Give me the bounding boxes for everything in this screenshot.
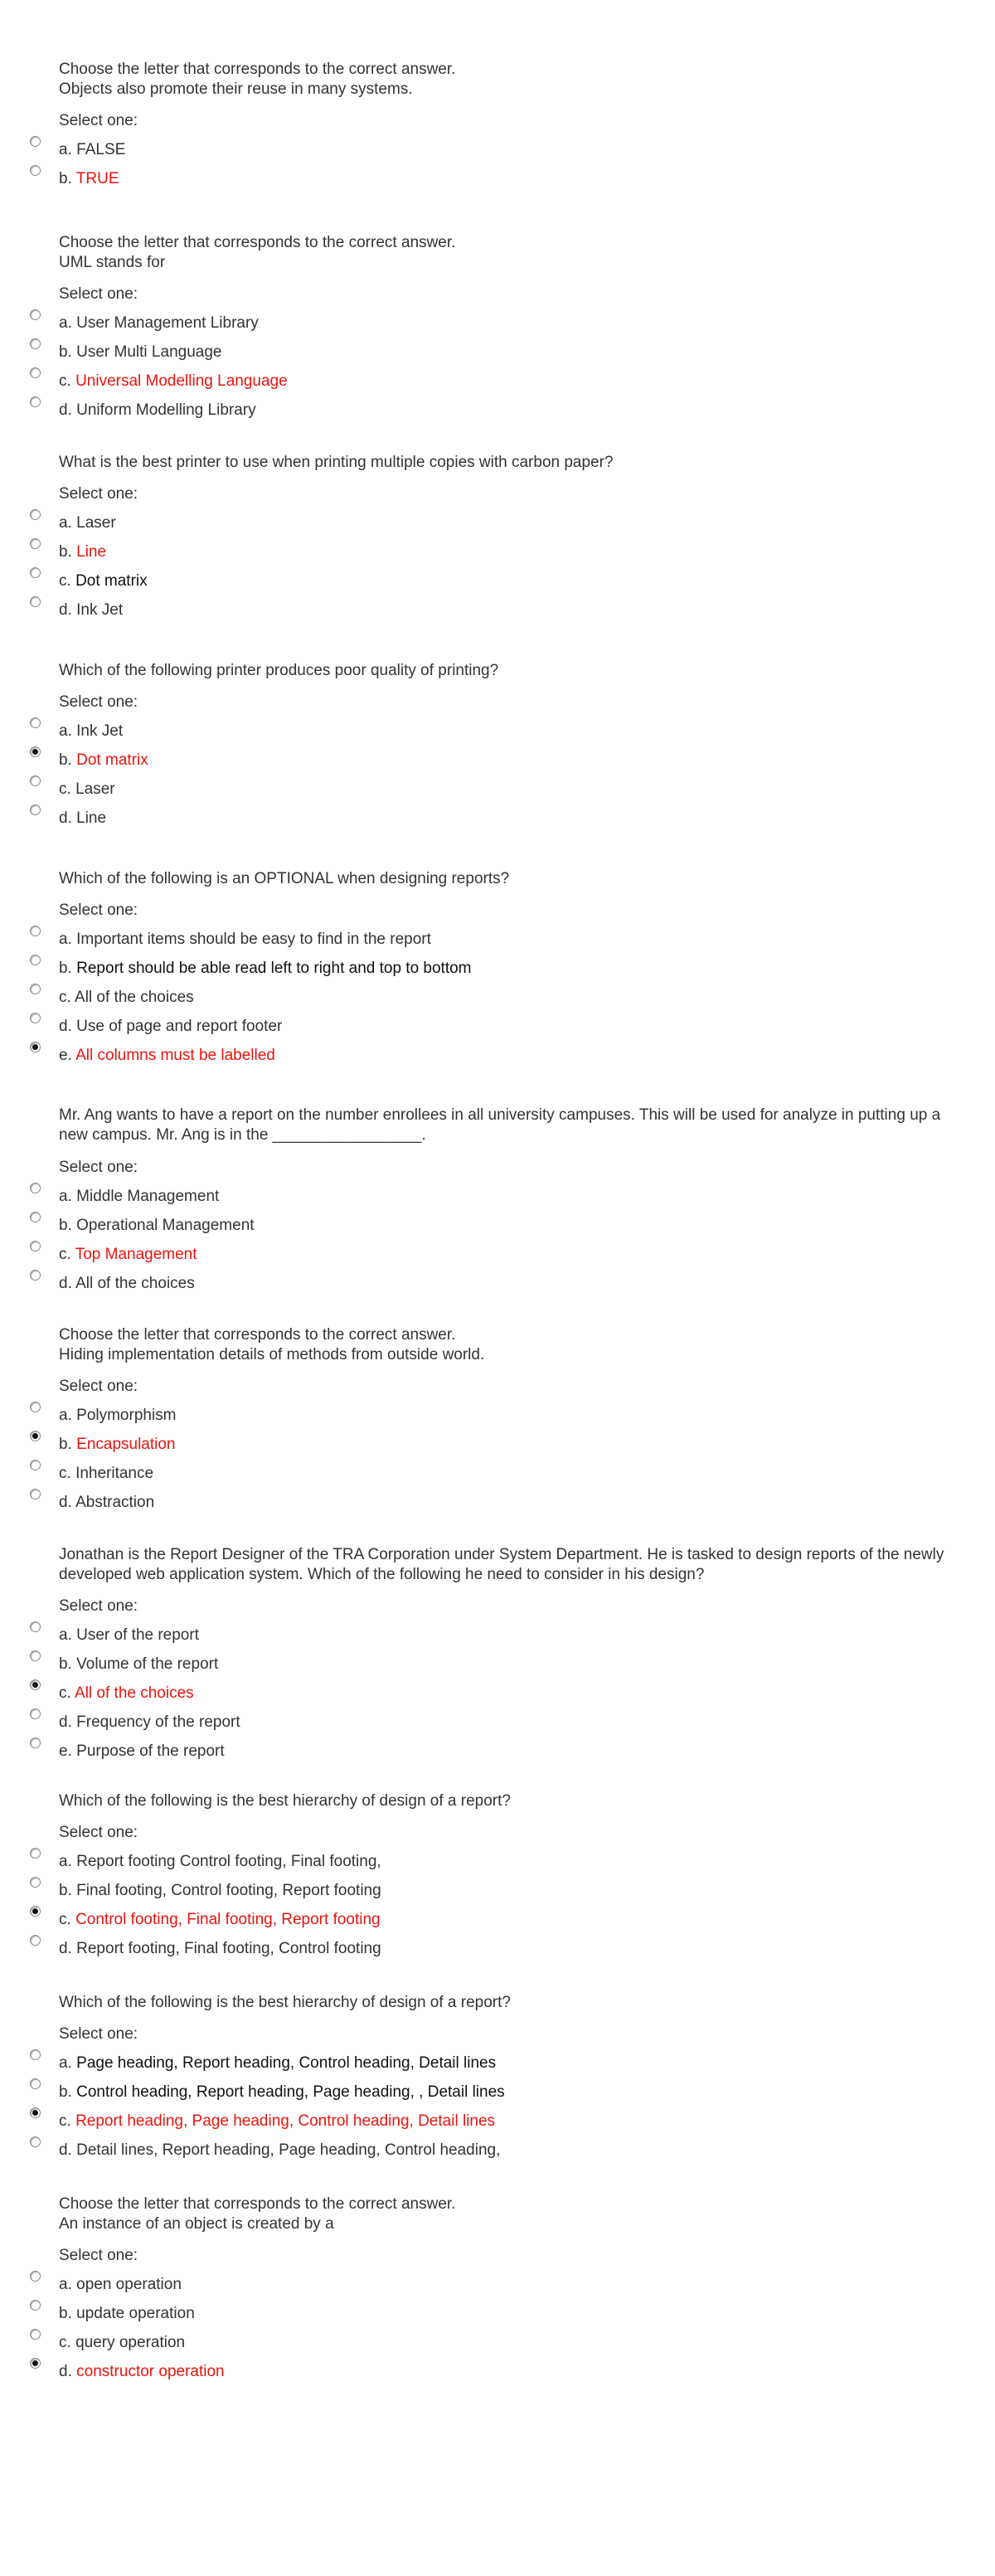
option-text: query operation xyxy=(75,2334,186,2351)
answer-option[interactable] xyxy=(0,717,995,741)
option-letter: b. xyxy=(59,751,72,769)
question-text: Choose the letter that corresponds to the correct answer. UML stands for xyxy=(59,234,456,271)
answer-option[interactable] xyxy=(0,1211,995,1236)
option-text-correct: All of the choices xyxy=(75,1684,194,1702)
option-text-correct: Line xyxy=(76,543,107,561)
question-text: Choose the letter that corresponds to the correct answer. Hiding implementation details of methods from outside world. xyxy=(59,1326,485,1363)
option-letter: d. xyxy=(59,1713,72,1731)
option-label xyxy=(59,1684,194,1704)
option-label xyxy=(59,571,148,591)
answer-option[interactable] xyxy=(0,804,995,829)
option-letter: a. xyxy=(59,1188,72,1205)
option-letter: c. xyxy=(59,1246,71,1263)
radio-button[interactable] xyxy=(30,1877,41,1888)
option-text: User Multi Language xyxy=(76,343,222,361)
option-label xyxy=(59,959,472,979)
radio-button[interactable] xyxy=(30,926,41,936)
select-one-label: Select one: xyxy=(59,1159,138,1176)
radio-button[interactable] xyxy=(30,396,41,407)
answer-option[interactable] xyxy=(0,1737,995,1762)
radio-button[interactable] xyxy=(30,955,41,965)
option-label xyxy=(59,2275,182,2295)
answer-option[interactable] xyxy=(0,983,995,1008)
option-text: Ink Jet xyxy=(76,601,124,619)
option-label xyxy=(59,809,106,829)
radio-button[interactable] xyxy=(30,567,41,578)
select-one-label: Select one: xyxy=(59,902,138,919)
option-label xyxy=(59,313,259,333)
option-text: Uniform Modelling Library xyxy=(76,401,256,419)
option-letter: e. xyxy=(59,1742,72,1760)
radio-button[interactable] xyxy=(30,1270,41,1281)
select-one-label: Select one: xyxy=(59,2247,138,2264)
option-label xyxy=(59,401,256,420)
answer-option[interactable] xyxy=(0,2107,995,2131)
option-letter: d. xyxy=(59,809,72,827)
option-letter: a. xyxy=(59,722,72,740)
option-label xyxy=(59,2333,185,2353)
option-label xyxy=(59,1910,381,1930)
option-letter: d. xyxy=(59,1494,72,1511)
option-label xyxy=(59,2304,195,2324)
option-text: All of the choices xyxy=(75,1275,195,1292)
option-label xyxy=(59,1187,219,1207)
answer-option[interactable] xyxy=(0,1876,995,1901)
radio-button[interactable] xyxy=(30,1650,41,1661)
option-letter: d. xyxy=(59,1275,72,1292)
option-text: Ink Jet xyxy=(76,722,124,740)
option-text: Inheritance xyxy=(75,1465,154,1482)
select-one-label: Select one: xyxy=(59,485,138,503)
option-letter: d. xyxy=(59,1018,72,1035)
question-text: Choose the letter that corresponds to the correct answer. Objects also promote their reuse in many systems. xyxy=(59,61,456,98)
answer-option[interactable] xyxy=(0,1012,995,1037)
option-label xyxy=(59,1435,176,1455)
answer-option[interactable] xyxy=(0,1488,995,1513)
radio-button[interactable] xyxy=(30,1460,41,1470)
option-letter: a. xyxy=(59,514,72,532)
radio-button[interactable] xyxy=(30,2329,41,2340)
option-label xyxy=(59,2083,505,2102)
option-label xyxy=(59,780,115,800)
option-label xyxy=(59,169,119,189)
answer-option[interactable] xyxy=(0,164,995,189)
option-text-correct: All columns must be labelled xyxy=(75,1047,275,1064)
radio-button[interactable] xyxy=(30,2136,41,2147)
answer-option[interactable] xyxy=(0,1041,995,1066)
answer-option[interactable] xyxy=(0,746,995,770)
answer-option[interactable] xyxy=(0,2299,995,2324)
option-text: All of the choices xyxy=(75,989,194,1006)
option-text-correct: constructor operation xyxy=(76,2363,225,2380)
answer-option[interactable] xyxy=(0,135,995,160)
option-letter: b. xyxy=(59,1655,72,1673)
option-label xyxy=(59,988,194,1008)
option-letter: b. xyxy=(59,960,72,977)
option-label xyxy=(59,722,123,741)
option-text: Laser xyxy=(76,514,116,532)
option-text: open operation xyxy=(76,2276,182,2293)
radio-button[interactable] xyxy=(30,1848,41,1859)
answer-option[interactable] xyxy=(0,537,995,562)
radio-button-selected[interactable] xyxy=(30,1906,41,1917)
answer-option[interactable] xyxy=(0,1934,995,1959)
answer-option[interactable] xyxy=(0,309,995,333)
radio-button-selected[interactable] xyxy=(30,1431,41,1441)
answer-option[interactable] xyxy=(0,367,995,391)
option-text: Detail lines, Report heading, Page heading, Control heading, xyxy=(76,2141,501,2159)
answer-option[interactable] xyxy=(0,925,995,950)
option-letter: a. xyxy=(59,1626,72,1644)
radio-button[interactable] xyxy=(30,775,41,786)
option-label xyxy=(59,1742,225,1762)
question-text: What is the best printer to use when printing multiple copies with carbon paper? xyxy=(59,454,614,471)
answer-option[interactable] xyxy=(0,2078,995,2102)
option-letter: a. xyxy=(59,314,72,332)
option-label xyxy=(59,1493,154,1513)
answer-option[interactable] xyxy=(0,1182,995,1207)
option-label xyxy=(59,600,123,620)
answer-option[interactable] xyxy=(0,2049,995,2073)
question-text: Which of the following is an OPTIONAL when designing reports? xyxy=(59,870,510,887)
question-text: Which of the following is the best hierarchy of design of a report? xyxy=(59,1994,511,2011)
select-one-label: Select one: xyxy=(59,2025,138,2043)
answer-option[interactable] xyxy=(0,595,995,620)
option-letter: a. xyxy=(59,141,72,158)
option-text-correct: Report heading, Page heading, Control heading, Detail lines xyxy=(75,2112,496,2130)
radio-button[interactable] xyxy=(30,1212,41,1222)
option-label xyxy=(59,1881,381,1901)
question-text: Which of the following printer produces poor quality of printing? xyxy=(59,662,499,679)
radio-button[interactable] xyxy=(30,1241,41,1252)
option-label xyxy=(59,140,125,160)
option-label xyxy=(59,1852,381,1872)
radio-button[interactable] xyxy=(30,2078,41,2089)
radio-button[interactable] xyxy=(30,804,41,815)
option-text: Final footing, Control footing, Report footing xyxy=(76,1882,381,1899)
option-label xyxy=(59,930,431,950)
answer-option[interactable] xyxy=(0,1459,995,1484)
option-text: Middle Management xyxy=(76,1188,220,1205)
select-one-label: Select one: xyxy=(59,693,138,711)
option-text: Abstraction xyxy=(75,1494,155,1511)
option-text: Use of page and report footer xyxy=(76,1018,283,1035)
question-text: Choose the letter that corresponds to the correct answer. An instance of an object is created by a xyxy=(59,2195,456,2233)
option-letter: b. xyxy=(59,1882,72,1899)
option-text: Volume of the report xyxy=(76,1655,219,1673)
answer-option[interactable] xyxy=(0,1269,995,1294)
answer-option[interactable] xyxy=(0,2328,995,2353)
option-text: Operational Management xyxy=(76,1217,255,1234)
question-text: Which of the following is the best hierarchy of design of a report? xyxy=(59,1792,511,1810)
radio-button[interactable] xyxy=(30,1489,41,1499)
radio-button[interactable] xyxy=(30,136,41,147)
option-text: Important items should be easy to find in the report xyxy=(76,931,431,948)
radio-button[interactable] xyxy=(30,1183,41,1193)
option-label xyxy=(59,1655,218,1674)
answer-option[interactable] xyxy=(0,1430,995,1455)
option-letter: b. xyxy=(59,170,72,187)
option-letter: c. xyxy=(59,1911,71,1928)
answer-option[interactable] xyxy=(0,1650,995,1674)
option-letter: d. xyxy=(59,1940,72,1957)
option-letter: e. xyxy=(59,1047,72,1064)
option-label xyxy=(59,1245,197,1265)
radio-button[interactable] xyxy=(30,717,41,728)
radio-button[interactable] xyxy=(30,1935,41,1946)
radio-button[interactable] xyxy=(30,2049,41,2060)
option-letter: b. xyxy=(59,343,72,361)
radio-button[interactable] xyxy=(30,1708,41,1719)
option-label xyxy=(59,1713,240,1733)
option-letter: c. xyxy=(59,372,71,390)
option-label xyxy=(59,1626,199,1645)
radio-button[interactable] xyxy=(30,367,41,378)
option-label xyxy=(59,2362,225,2382)
option-letter: b. xyxy=(59,2083,72,2101)
option-label xyxy=(59,542,106,562)
answer-option[interactable] xyxy=(0,1240,995,1265)
radio-button[interactable] xyxy=(30,596,41,607)
option-label xyxy=(59,1046,275,1066)
option-text: Laser xyxy=(75,780,115,798)
answer-option[interactable] xyxy=(0,775,995,800)
option-letter: a. xyxy=(59,2054,72,2072)
option-letter: d. xyxy=(59,601,72,619)
answer-option[interactable] xyxy=(0,396,995,420)
radio-button[interactable] xyxy=(30,984,41,994)
option-letter: a. xyxy=(59,2276,72,2293)
option-text: Polymorphism xyxy=(76,1407,177,1424)
option-letter: b. xyxy=(59,1217,72,1234)
radio-button[interactable] xyxy=(30,1402,41,1412)
option-letter: b. xyxy=(59,543,72,561)
question-text: Mr. Ang wants to have a report on the number enrollees in all university campuses. This will be used for analyze in putting up a new campus. Mr. Ang is in the _________________. xyxy=(59,1106,941,1144)
answer-option[interactable] xyxy=(0,1401,995,1426)
select-one-label: Select one: xyxy=(59,1597,138,1615)
answer-option[interactable] xyxy=(0,1679,995,1704)
option-letter: c. xyxy=(59,780,71,798)
option-label xyxy=(59,2112,495,2131)
option-label xyxy=(59,1939,381,1959)
answer-option[interactable] xyxy=(0,566,995,591)
answer-option[interactable] xyxy=(0,1621,995,1645)
option-text: Report should be able read left to right and top to bottom xyxy=(76,960,472,977)
option-text-correct: TRUE xyxy=(75,170,119,187)
answer-option[interactable] xyxy=(0,1708,995,1733)
option-label xyxy=(59,2141,500,2160)
radio-button[interactable] xyxy=(30,338,41,349)
option-label xyxy=(59,1017,282,1037)
select-one-label: Select one: xyxy=(59,285,138,303)
option-letter: b. xyxy=(59,2305,72,2322)
option-text: Control heading, Report heading, Page heading, , Detail lines xyxy=(76,2083,505,2101)
option-text-correct: Encapsulation xyxy=(76,1436,176,1453)
option-text: User of the report xyxy=(76,1626,199,1644)
radio-button-selected[interactable] xyxy=(30,2358,41,2369)
option-text: Report footing Control footing, Final footing, xyxy=(76,1853,381,1870)
option-label xyxy=(59,1216,255,1236)
option-letter: c. xyxy=(59,572,71,590)
option-label xyxy=(59,1274,195,1294)
option-letter: c. xyxy=(59,1684,71,1702)
option-label xyxy=(59,751,148,770)
option-letter: c. xyxy=(59,2334,71,2351)
radio-button-selected[interactable] xyxy=(30,746,41,757)
option-letter: b. xyxy=(59,1436,72,1453)
option-text: Frequency of the report xyxy=(76,1713,240,1731)
radio-button-selected[interactable] xyxy=(30,1042,41,1052)
option-label xyxy=(59,513,116,533)
radio-button[interactable] xyxy=(30,538,41,549)
radio-button[interactable] xyxy=(30,2300,41,2311)
option-text-correct: Top Management xyxy=(75,1246,197,1263)
option-text: Report footing, Final footing, Control footing xyxy=(76,1940,381,1957)
answer-option[interactable] xyxy=(0,2136,995,2160)
option-letter: a. xyxy=(59,1407,72,1424)
option-text: FALSE xyxy=(76,141,126,158)
option-label xyxy=(59,343,221,362)
answer-option[interactable] xyxy=(0,508,995,533)
option-letter: a. xyxy=(59,931,72,948)
radio-button[interactable] xyxy=(30,509,41,520)
option-text: Purpose of the report xyxy=(76,1742,225,1760)
select-one-label: Select one: xyxy=(59,1824,138,1841)
select-one-label: Select one: xyxy=(59,112,138,129)
option-label xyxy=(59,2054,496,2073)
option-letter: d. xyxy=(59,2141,72,2159)
option-letter: c. xyxy=(59,1465,71,1482)
option-text-correct: Control footing, Final footing, Report footing xyxy=(75,1911,381,1928)
option-text: Dot matrix xyxy=(75,572,148,590)
option-letter: d. xyxy=(59,401,72,419)
option-letter: c. xyxy=(59,2112,71,2130)
radio-button-selected[interactable] xyxy=(30,2107,41,2118)
option-letter: a. xyxy=(59,1853,72,1870)
radio-button[interactable] xyxy=(30,2271,41,2282)
answer-option[interactable] xyxy=(0,1905,995,1930)
option-label xyxy=(59,372,288,391)
radio-button[interactable] xyxy=(30,309,41,320)
option-text: Page heading, Report heading, Control heading, Detail lines xyxy=(76,2054,497,2072)
radio-button-selected[interactable] xyxy=(30,1679,41,1690)
option-label xyxy=(59,1464,153,1484)
radio-button[interactable] xyxy=(30,1621,41,1632)
option-text-correct: Universal Modelling Language xyxy=(75,372,288,390)
option-label xyxy=(59,1406,177,1426)
radio-button[interactable] xyxy=(30,1013,41,1023)
radio-button[interactable] xyxy=(30,1738,41,1748)
radio-button[interactable] xyxy=(30,165,41,176)
answer-option[interactable] xyxy=(0,2270,995,2295)
answer-option[interactable] xyxy=(0,954,995,979)
option-letter: d. xyxy=(59,2363,72,2380)
option-text: Line xyxy=(76,809,107,827)
option-letter: c. xyxy=(59,989,71,1006)
option-text: update operation xyxy=(76,2305,195,2322)
answer-option[interactable] xyxy=(0,2357,995,2382)
answer-option[interactable] xyxy=(0,1847,995,1872)
select-one-label: Select one: xyxy=(59,1378,138,1395)
question-text: Jonathan is the Report Designer of the TRA Corporation under System Department. He is tasked to design reports of the newly developed web application system. Which of the following he need to consider in his design? xyxy=(59,1546,944,1583)
option-text: User Management Library xyxy=(76,314,259,332)
option-text-correct: Dot matrix xyxy=(76,751,148,769)
answer-option[interactable] xyxy=(0,338,995,362)
